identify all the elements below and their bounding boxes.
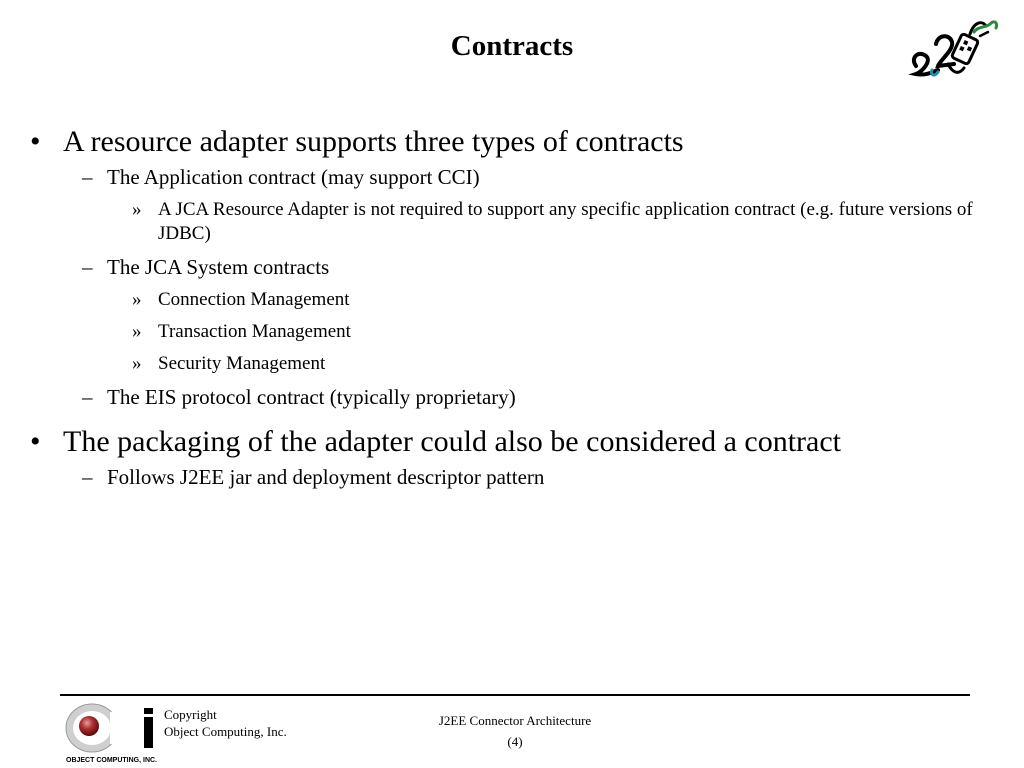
detail-text: A JCA Resource Adapter is not required to support any specific application contract (e.g. future versions of JDBC) [158, 199, 973, 244]
sub-bullet-text: The EIS protocol contract (typically proprietary) [107, 385, 516, 409]
detail-transaction-management [0, 320, 1024, 344]
detail-jca-not-required [0, 198, 1024, 246]
bullet-text: A resource adapter supports three types of contracts [63, 125, 684, 158]
bullet-packaging [0, 424, 1024, 460]
sub-bullet-eis-protocol [0, 384, 1024, 410]
copyright-notice [164, 706, 287, 740]
dash-marker: – [82, 385, 93, 409]
detail-security-management [0, 352, 1024, 376]
chevron-marker: » [132, 289, 142, 310]
detail-connection-management [0, 288, 1024, 312]
bullet-marker: • [30, 125, 41, 158]
sub-bullet-j2ee-jar [0, 464, 1024, 490]
footer-divider [60, 694, 970, 696]
bullet-marker: • [30, 425, 41, 458]
sub-bullet-text: Follows J2EE jar and deployment descriptor pattern [107, 465, 545, 489]
object-computing-logo [62, 702, 162, 766]
bullet-text: The packaging of the adapter could also be considered a contract [63, 425, 841, 458]
chevron-marker: » [132, 199, 142, 220]
page-number: (4) [507, 734, 523, 749]
j2ee-logo-icon [908, 14, 1004, 84]
sub-bullet-application-contract [0, 164, 1024, 190]
chevron-marker: » [132, 353, 142, 374]
detail-text: Connection Management [158, 289, 350, 310]
slide-title: Contracts [450, 30, 574, 62]
bullet-resource-adapter [0, 124, 1024, 160]
detail-text: Security Management [158, 353, 326, 374]
company-name: Object Computing, Inc. [164, 724, 287, 739]
chevron-marker: » [132, 321, 142, 342]
dash-marker: – [82, 165, 93, 189]
sub-bullet-system-contracts [0, 254, 1024, 280]
dash-marker: – [82, 255, 93, 279]
footer-center [400, 710, 630, 752]
presentation-title: J2EE Connector Architecture [438, 713, 592, 728]
copyright-line: Copyright [164, 707, 217, 722]
logo-caption: OBJECT COMPUTING, INC. [66, 757, 158, 764]
dash-marker: – [82, 465, 93, 489]
sub-bullet-text: The JCA System contracts [107, 255, 330, 279]
slide-body [0, 124, 1024, 498]
detail-text: Transaction Management [158, 321, 351, 342]
sub-bullet-text: The Application contract (may support CCI) [107, 165, 480, 189]
